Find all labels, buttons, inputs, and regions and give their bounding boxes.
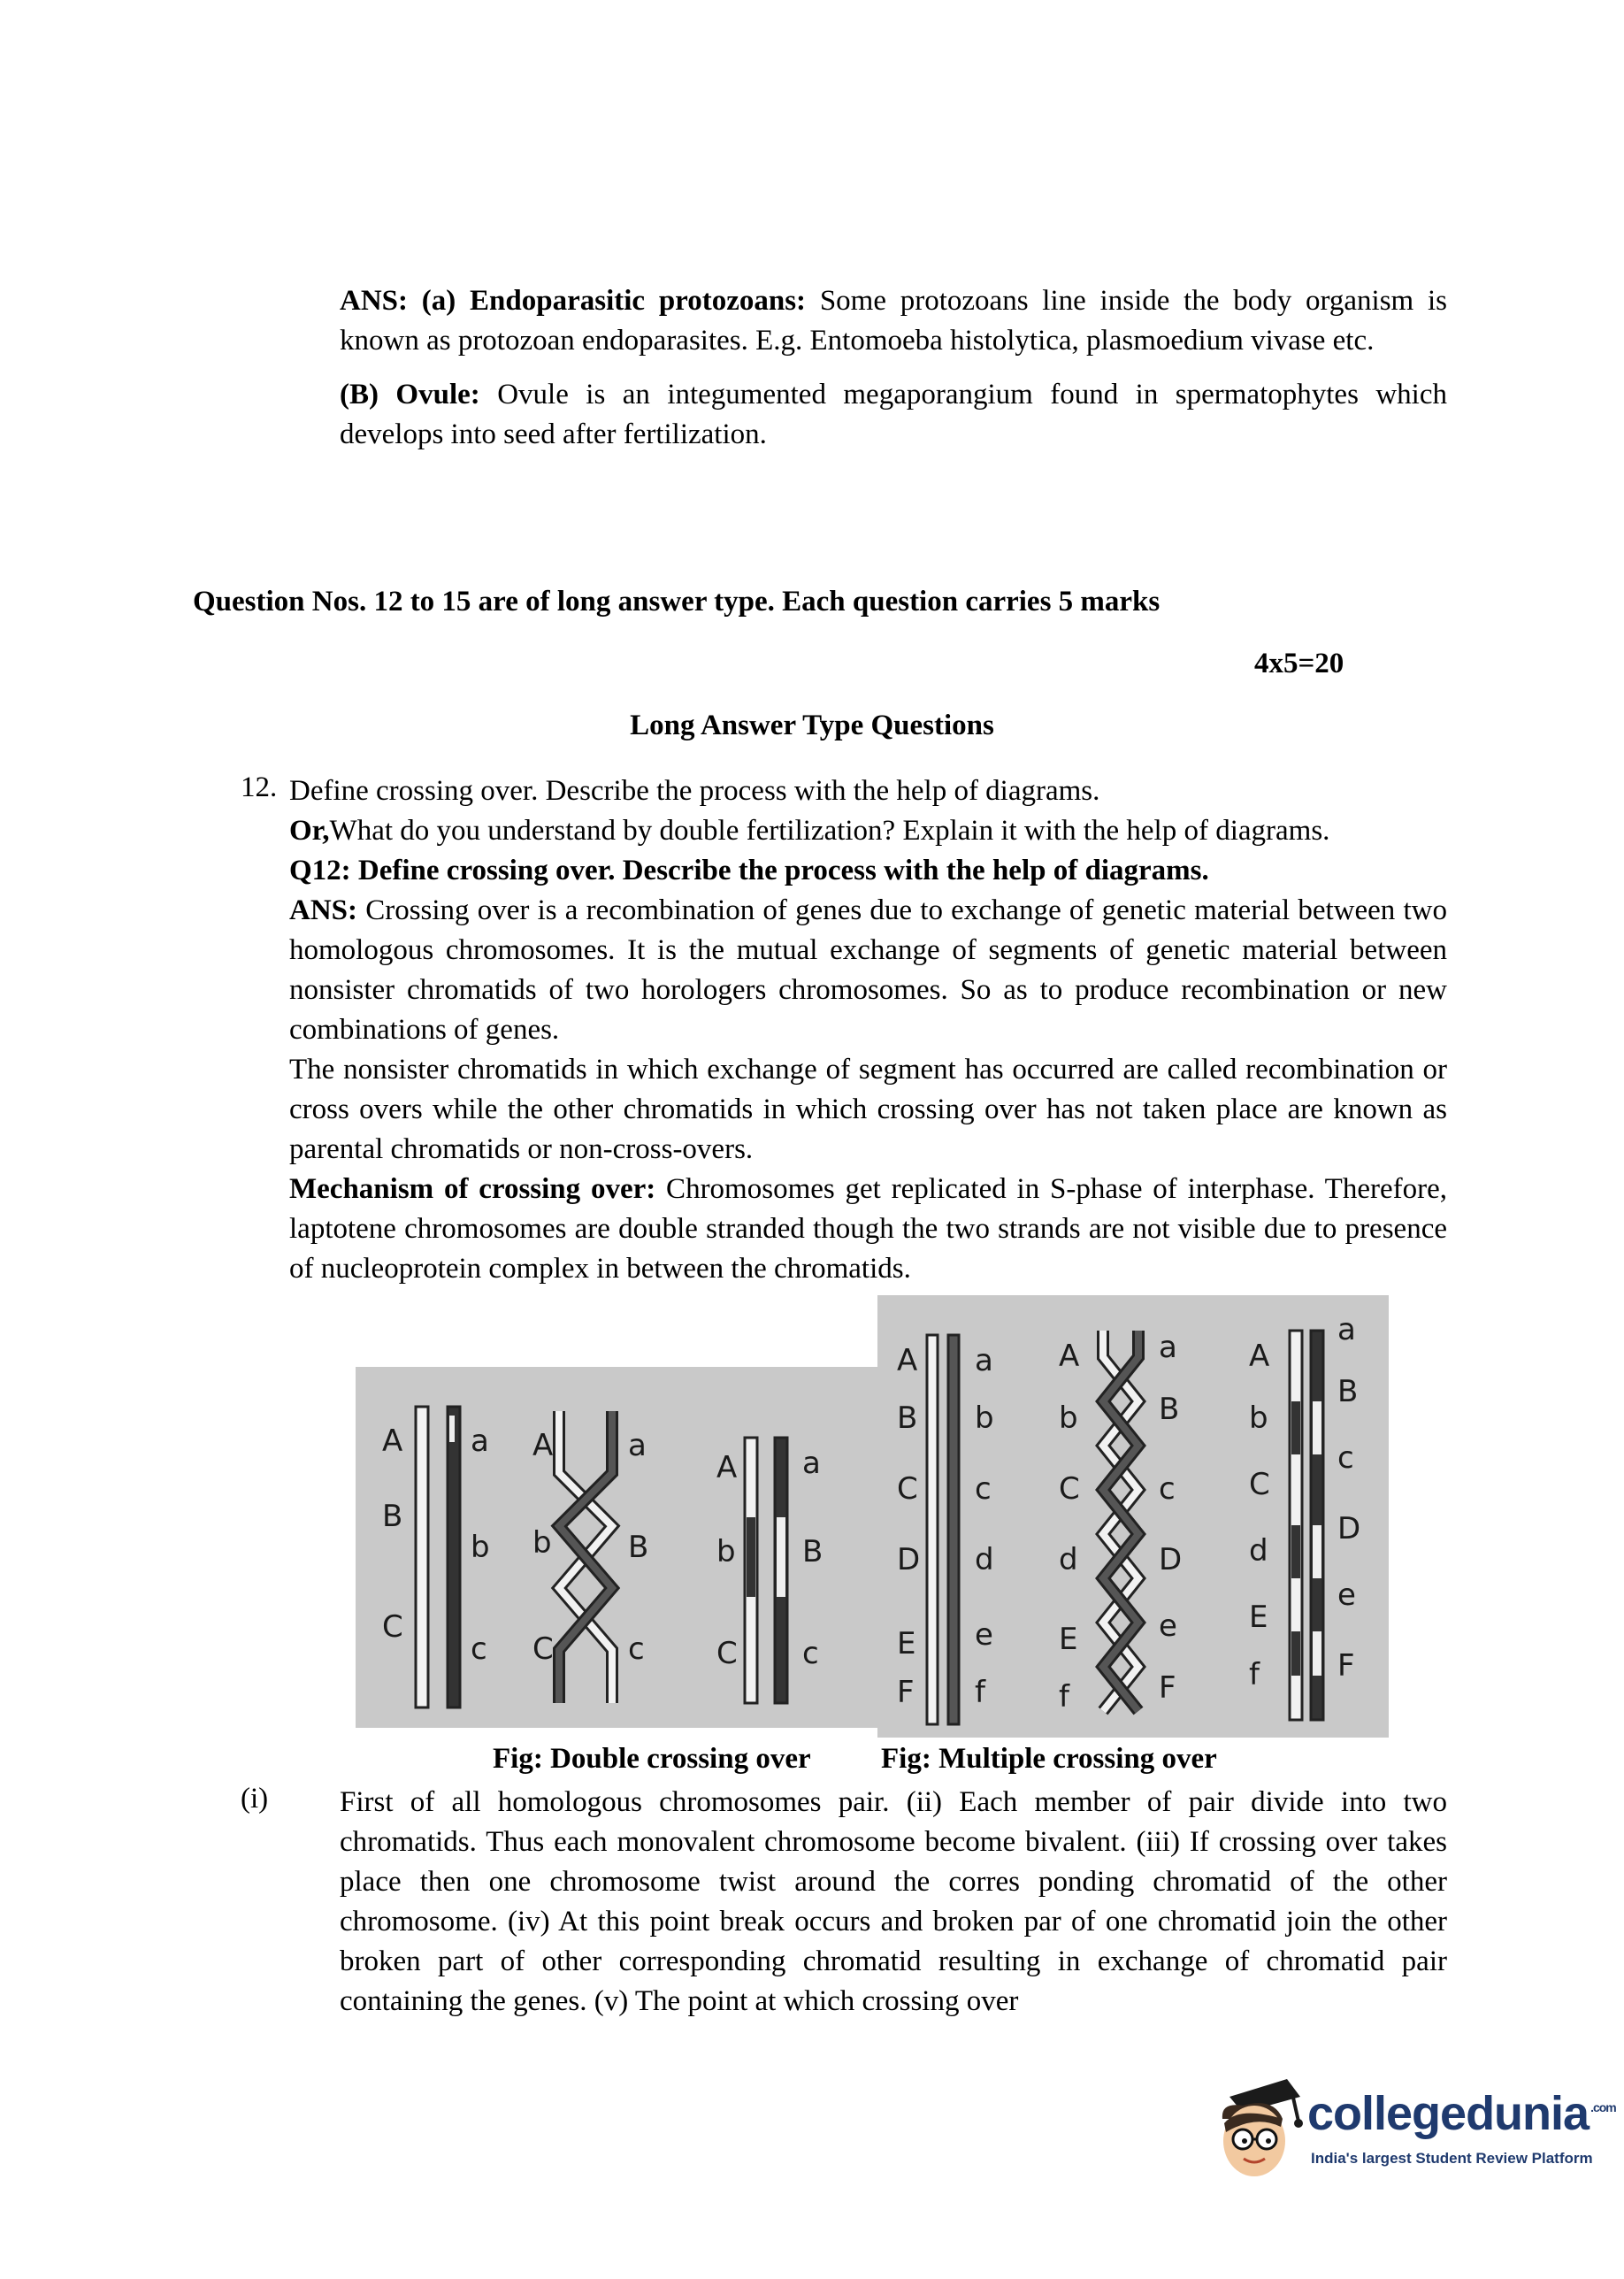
- double-s2-right-0: a: [628, 1428, 647, 1463]
- multi-s1-left-3: D: [897, 1542, 921, 1577]
- double-s1-left-1: B: [382, 1499, 403, 1534]
- steps-number: (i): [241, 1783, 269, 1815]
- answer-b: [340, 375, 1447, 455]
- double-s2-right-2: c: [628, 1631, 645, 1667]
- multi-s2-left-5: f: [1059, 1679, 1069, 1715]
- double-s2-left-0: A: [532, 1428, 554, 1463]
- multi-s1-right-1: b: [975, 1400, 994, 1436]
- multi-s1-left-2: C: [897, 1471, 918, 1507]
- double-s1-left-0: A: [382, 1423, 403, 1459]
- multi-s3-right-3: D: [1337, 1511, 1361, 1546]
- multi-s2-left-1: b: [1059, 1400, 1078, 1436]
- multi-s2-right-2: c: [1159, 1471, 1176, 1507]
- section-instruction: Question Nos. 12 to 15 are of long answer type. Each question carries 5 marks: [193, 586, 1161, 618]
- multi-s3-left-2: C: [1249, 1467, 1270, 1502]
- multi-s1-right-3: d: [975, 1542, 994, 1577]
- multi-s2-right-1: B: [1159, 1392, 1180, 1427]
- double-s2-left-1: b: [532, 1525, 552, 1561]
- multi-s1-left-4: E: [897, 1626, 916, 1661]
- multi-s2-right-4: e: [1159, 1608, 1177, 1644]
- double-s1-left-2: C: [382, 1609, 403, 1645]
- multi-s3-left-4: E: [1249, 1600, 1268, 1635]
- answer-a: [340, 281, 1447, 361]
- multi-s3-right-1: B: [1337, 1374, 1359, 1409]
- collegedunia-logo[interactable]: [1203, 2070, 1616, 2185]
- q12-mech-label: Mechanism of crossing over:: [289, 1173, 656, 1205]
- q12-ans-text: Crossing over is a recombination of genes due to exchange of genetic material between two homologous chromosomes. It is the mutual exchange of segments of genetic material between nonsister chromatids of two horologers chromosomes. So as to produce recombination or new combinations of genes.: [289, 894, 1447, 1046]
- answer-a-label: ANS: (a) Endoparasitic protozoans:: [340, 285, 807, 317]
- figure-double-crossing-over: [356, 1367, 877, 1728]
- answer-11: [340, 281, 1447, 455]
- double-s1-right-2: c: [471, 1631, 487, 1667]
- multi-s1-left-1: B: [897, 1400, 918, 1436]
- mascot-icon: [1203, 2070, 1309, 2185]
- logo-suffix: .com: [1590, 2100, 1616, 2114]
- logo-name: collegedunia $^{.com}$: [1307, 2087, 1616, 2140]
- multi-s2-right-5: F: [1159, 1670, 1176, 1706]
- double-s2-left-2: C: [532, 1631, 554, 1667]
- multi-s2-left-0: A: [1059, 1339, 1080, 1374]
- question-12: [289, 771, 1447, 1289]
- multi-s3-left-3: d: [1249, 1533, 1268, 1569]
- section-marks: 4x5=20: [1254, 648, 1344, 679]
- multi-s3-right-2: c: [1337, 1440, 1354, 1476]
- double-s1-right-0: a: [471, 1423, 489, 1459]
- double-s2-right-1: B: [628, 1530, 649, 1565]
- multi-s2-left-2: C: [1059, 1471, 1080, 1507]
- multi-s1-left-0: A: [897, 1343, 918, 1378]
- q12-mech-text: Chromosomes get replicated in S-phase of interphase. Therefore, laptotene chromosomes are double stranded though the two strands are not visible due to presence of nucleoprotein complex in between the chromatids.: [289, 1173, 1447, 1285]
- multi-s2-right-0: a: [1159, 1330, 1177, 1365]
- figure-multiple-crossing-over: [877, 1295, 1389, 1738]
- double-s3-right-2: c: [802, 1636, 819, 1671]
- answer-b-text: Ovule is an integumented megaporangium found in spermatophytes which develops into seed after fertilization.: [340, 379, 1447, 450]
- q12-question: Define crossing over. Describe the process with the help of diagrams.: [289, 775, 1100, 807]
- multi-s3-left-0: A: [1249, 1339, 1270, 1374]
- multi-s3-right-4: e: [1337, 1577, 1356, 1613]
- multi-s2-left-4: E: [1059, 1622, 1078, 1657]
- section-heading: Long Answer Type Questions: [630, 710, 994, 741]
- logo-tagline: India's largest Student Review Platform: [1311, 2150, 1593, 2167]
- double-s1-right-1: b: [471, 1530, 490, 1565]
- double-s3-left-2: C: [716, 1636, 738, 1671]
- caption-double: Fig: Double crossing over: [493, 1743, 811, 1775]
- multi-s1-left-5: F: [897, 1675, 915, 1710]
- q12-number: 12.: [241, 771, 278, 803]
- double-s3-right-1: B: [802, 1534, 823, 1569]
- q12-bold: Q12: Define crossing over. Describe the process with the help of diagrams.: [289, 855, 1209, 886]
- q12-or-label: Or,: [289, 815, 330, 847]
- multi-s1-right-4: e: [975, 1617, 993, 1653]
- q12-para2: The nonsister chromatids in which exchange of segment has occurred are called recombination or cross overs while the other chromatids in which crossing over has not taken place are known as parental chromatids or non-cross-overs.: [289, 1054, 1447, 1165]
- answer-b-label: (B) Ovule:: [340, 379, 480, 411]
- multi-s2-left-3: d: [1059, 1542, 1078, 1577]
- double-s3-left-0: A: [716, 1450, 738, 1485]
- multi-s3-right-0: a: [1337, 1312, 1356, 1347]
- double-s3-right-0: a: [802, 1446, 821, 1481]
- q12-ans-label: ANS:: [289, 894, 358, 926]
- multi-s2-right-3: D: [1159, 1542, 1183, 1577]
- q12-or: [289, 811, 1447, 851]
- multi-s3-left-1: b: [1249, 1400, 1268, 1436]
- steps-text: First of all homologous chromosomes pair. (ii) Each member of pair divide into two chromatids. Thus each monovalent chromosome become bivalent. (iii) If crossing over takes place then one chromosome twist around the corres ponding chromatid of the other chromosome. (iv) At this point break occurs and broken par of one chromatid join the other broken part of other corresponding chromatid resulting in exchange of chromatid pair containing the genes. (v) The point at which crossing over: [340, 1786, 1447, 2017]
- caption-multiple: Fig: Multiple crossing over: [881, 1743, 1217, 1775]
- multi-s3-right-5: F: [1337, 1648, 1355, 1684]
- q12-or-text: What do you understand by double fertilization? Explain it with the help of diagrams.: [329, 815, 1330, 847]
- answer-a-text: Some protozoans line inside the body organism is known as protozoan endoparasites. E.g. Entomoeba histolytica, plasmoedium vivase etc.: [340, 285, 1447, 357]
- multi-s1-right-0: a: [975, 1343, 993, 1378]
- multi-s3-left-5: f: [1249, 1657, 1260, 1692]
- multi-s1-right-5: f: [975, 1675, 985, 1710]
- double-s3-left-1: b: [716, 1534, 736, 1569]
- multi-s1-right-2: c: [975, 1471, 992, 1507]
- q12-mechanism: [289, 1170, 1447, 1289]
- q12-answer: [289, 891, 1447, 1050]
